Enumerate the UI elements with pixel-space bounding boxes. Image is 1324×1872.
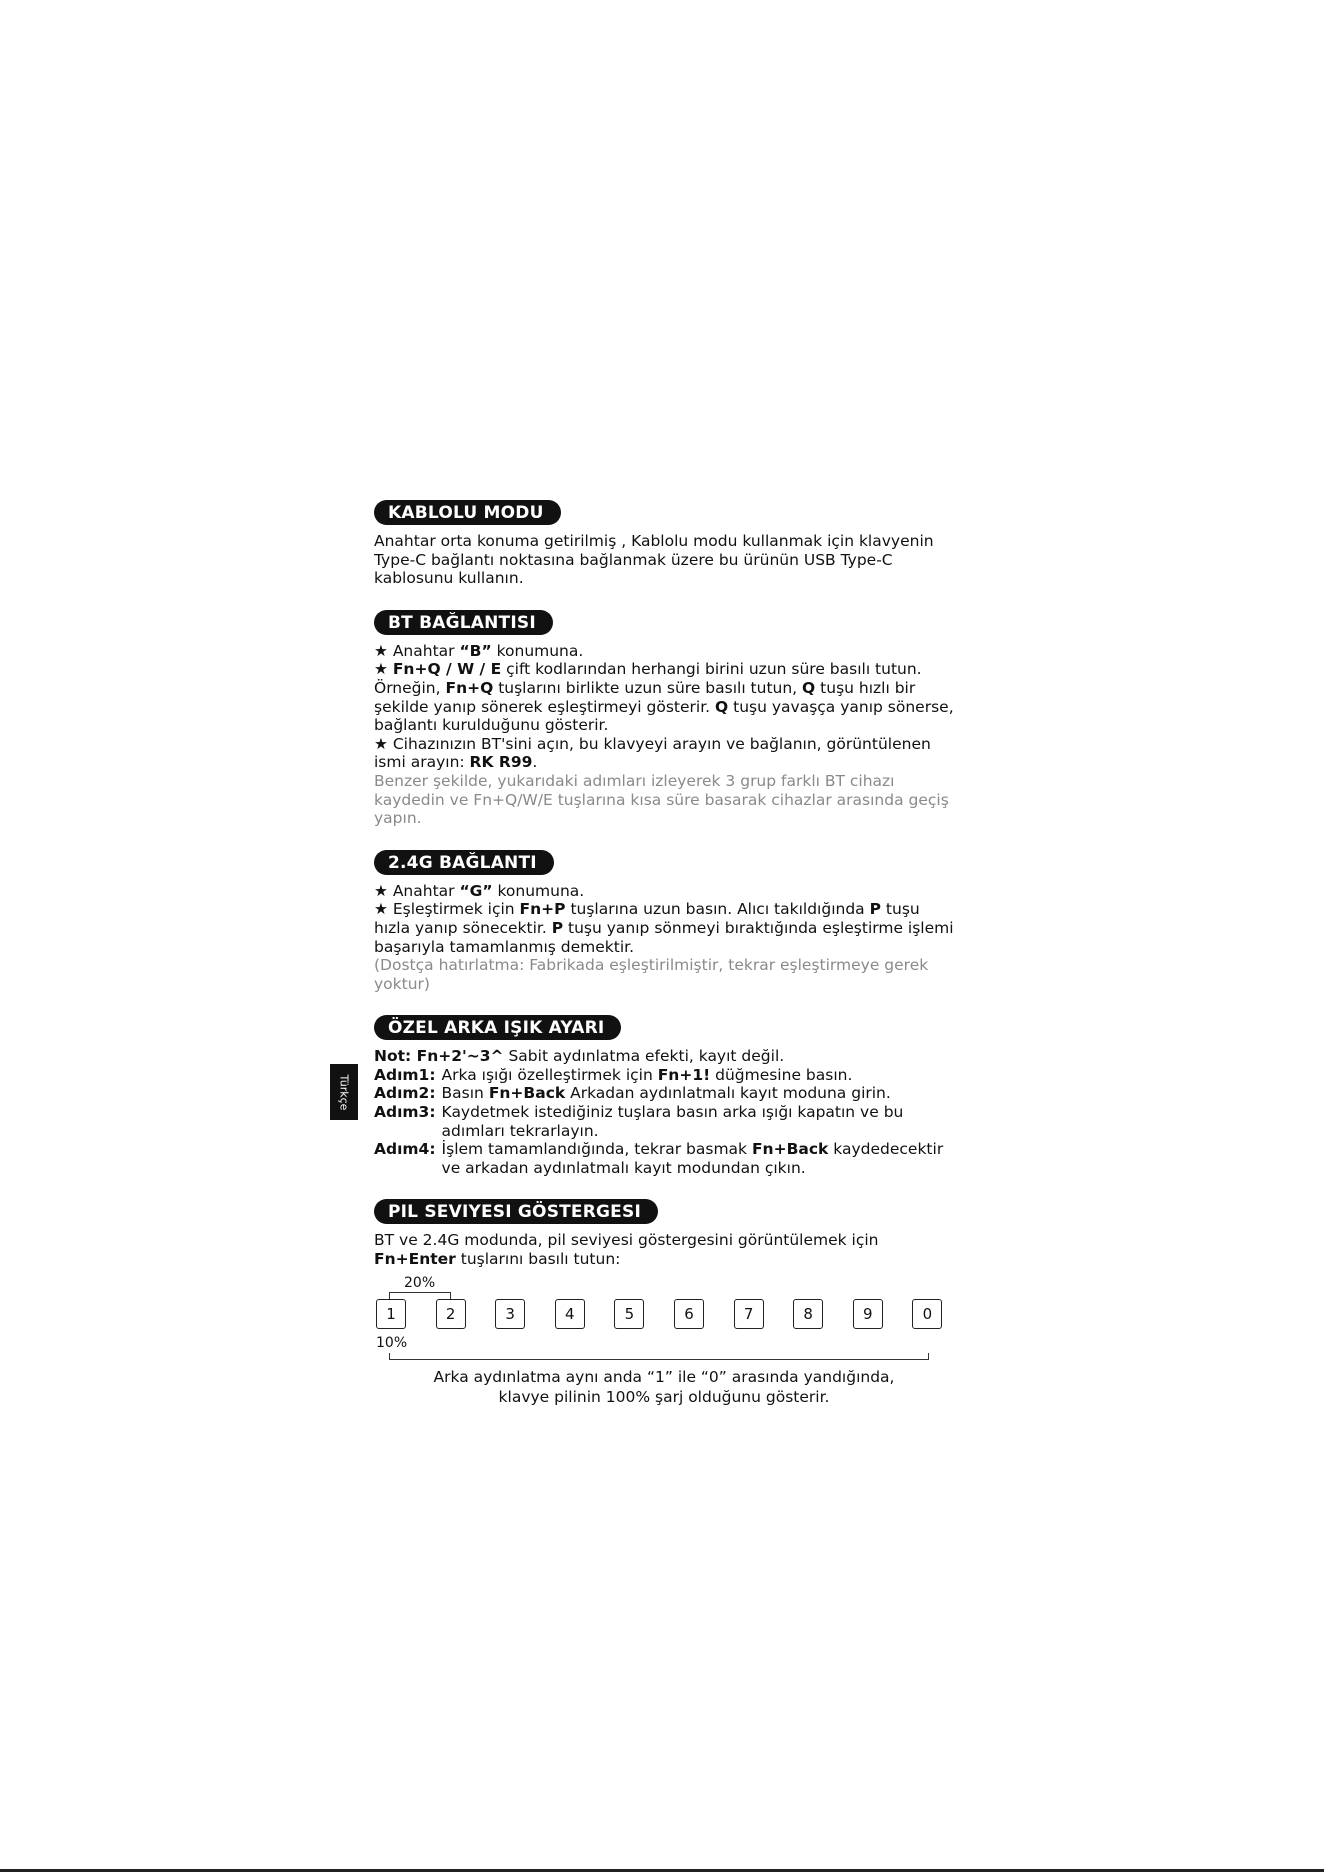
backlight-note: Not: Fn+2'~3^ Sabit aydınlatma efekti, kayıt değil.	[374, 1047, 785, 1066]
bt-section	[374, 610, 954, 828]
key-box-5: 5	[614, 1299, 644, 1329]
language-tab-label: Türkçe	[337, 1074, 351, 1110]
battery-section	[374, 1199, 954, 1418]
g24-section	[374, 850, 954, 994]
key-box-3: 3	[495, 1299, 525, 1329]
bt-line-1: ★ Anahtar “B” konumuna.	[374, 642, 954, 661]
battery-diagram	[374, 1274, 954, 1419]
backlight-section	[374, 1015, 954, 1177]
battery-caption: Arka aydınlatma aynı anda “1” ile “0” arasında yandığında, klavye pilinin 100% şarj olduğunu gösterir.	[433, 1367, 895, 1406]
key-box-2: 2	[436, 1299, 466, 1329]
backlight-step-2: Adım2: Basın Fn+Back Arkadan aydınlatmalı kayıt moduna girin.	[374, 1084, 891, 1103]
manual-page	[374, 500, 954, 1441]
bracket-100	[389, 1353, 929, 1360]
section-title-backlight: ÖZEL ARKA IŞIK AYARI	[374, 1015, 621, 1040]
backlight-step-4: Adım4: İşlem tamamlandığında, tekrar basmak Fn+Back kaydedecektir ve arkadan aydınlatmalı kayıt modundan çıkın.	[374, 1140, 944, 1177]
wired-body: Anahtar orta konuma getirilmiş , Kablolu modu kullanmak için klavyenin Type-C bağlantı noktasına bağlanmak üzere bu ürünün USB Type-C kablosunu kullanın.	[374, 532, 934, 588]
battery-body: BT ve 2.4G modunda, pil seviyesi göstergesini görüntülemek için Fn+Enter tuşlarını basılı tutun:	[374, 1231, 879, 1269]
pct-10-label: 10%	[376, 1334, 408, 1351]
section-title-bt: BT BAĞLANTISI	[374, 610, 553, 635]
section-title-battery: PIL SEVIYESI GÖSTERGESI	[374, 1199, 658, 1224]
g24-line-2: ★ Eşleştirmek için Fn+P tuşlarına uzun basın. Alıcı takıldığında P tuşu hızla yanıp sönecektir. P tuşu yanıp sönmeyi bıraktığında eşleştirme işlemi başarıyla tamamlanmış demektir.	[374, 900, 954, 956]
pct-20-label: 20%	[404, 1274, 436, 1291]
language-tab	[330, 1064, 358, 1120]
key-box-6: 6	[674, 1299, 704, 1329]
bt-note: Benzer şekilde, yukarıdaki adımları izleyerek 3 grup farklı BT cihazı kaydedin ve Fn+Q/W/E tuşlarına kısa süre basarak cihazlar arasında geçiş yapın.	[374, 771, 949, 828]
g24-line-1: ★ Anahtar “G” konumuna.	[374, 882, 954, 901]
key-box-7: 7	[734, 1299, 764, 1329]
wired-section	[374, 500, 954, 588]
key-box-4: 4	[555, 1299, 585, 1329]
bt-line-3: Örneğin, Fn+Q tuşlarını birlikte uzun süre basılı tutun, Q tuşu hızlı bir şekilde yanıp sönerek eşleştirmeyi gösterir. Q tuşu yavaşça yanıp sönerse, bağlantı kurulduğunu gösterir.	[374, 678, 954, 735]
section-title-wired: KABLOLU MODU	[374, 500, 561, 525]
g24-note: (Dostça hatırlatma: Fabrikada eşleştirilmiştir, tekrar eşleştirmeye gerek yoktur)	[374, 956, 929, 993]
key-box-9: 9	[853, 1299, 883, 1329]
key-box-8: 8	[793, 1299, 823, 1329]
bracket-20	[389, 1292, 451, 1299]
section-title-g24: 2.4G BAĞLANTI	[374, 850, 554, 875]
bt-line-4: ★ Cihazınızın BT'sini açın, bu klavyeyi arayın ve bağlanın, görüntülenen ismi arayın: RK R99.	[374, 735, 954, 772]
key-box-1: 1	[376, 1299, 406, 1329]
backlight-step-3: Adım3: Kaydetmek istediğiniz tuşlara basın arka ışığı kapatın ve bu adımları tekrarlayın.	[374, 1103, 904, 1140]
backlight-step-1: Adım1: Arka ışığı özelleştirmek için Fn+1! düğmesine basın.	[374, 1065, 853, 1084]
bt-line-2: ★ Fn+Q / W / E çift kodlarından herhangi birini uzun süre basılı tutun.	[374, 660, 954, 679]
key-box-0: 0	[912, 1299, 942, 1329]
